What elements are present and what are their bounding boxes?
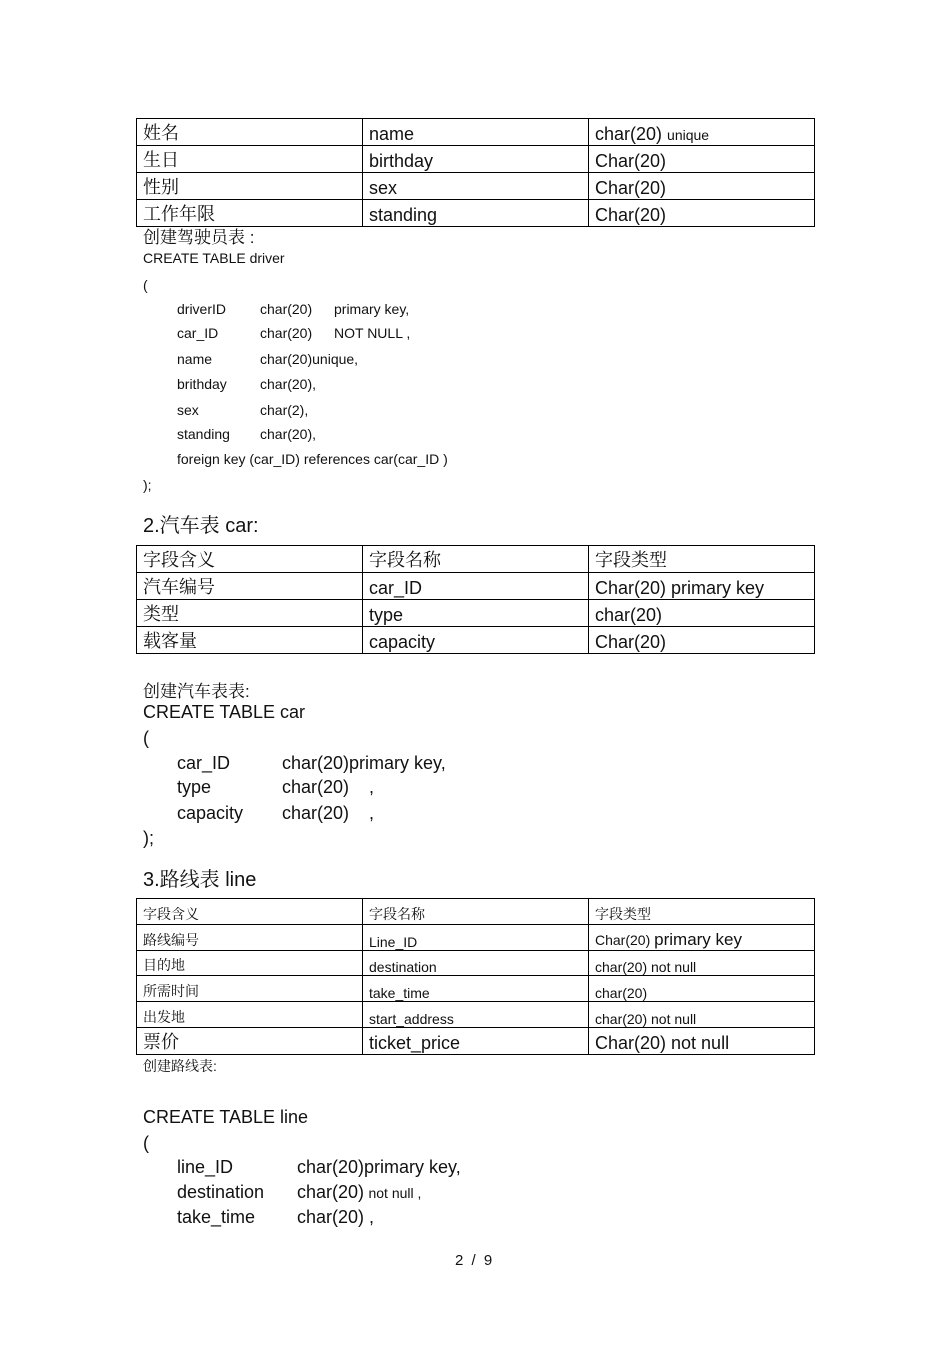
table-cell: take_time — [363, 976, 589, 1002]
type-text: Char(20) — [595, 932, 651, 948]
field-type: char(20) , — [282, 803, 375, 823]
table-cell: 汽车编号 — [137, 573, 363, 600]
field-name: car_ID — [177, 753, 231, 773]
table-cell: char(20) — [589, 976, 815, 1002]
table-cell: Char(20) — [589, 173, 815, 200]
unique-text: unique — [667, 127, 710, 143]
table-cell: 票价 — [137, 1028, 363, 1055]
table-cell: 生日 — [137, 146, 363, 173]
table-cell: birthday — [363, 146, 589, 173]
driver-heading: 创建驾驶员表 : — [143, 228, 255, 247]
field-name: destination — [177, 1182, 265, 1202]
table-cell: 类型 — [137, 600, 363, 627]
table-row — [137, 1028, 815, 1055]
table-cell: car_ID — [363, 573, 589, 600]
field-constraint: primary key, — [334, 301, 410, 317]
field-name: standing — [177, 426, 230, 442]
table-row — [137, 146, 815, 173]
table-row — [137, 976, 815, 1002]
table-header-row — [137, 546, 815, 573]
table-row — [137, 951, 815, 976]
table-cell: char(20) not null — [589, 951, 815, 976]
table-cell — [589, 925, 815, 951]
field-name: type — [177, 777, 212, 797]
table-cell: Char(20) — [589, 627, 815, 654]
foreign-key-line: foreign key (car_ID) references car(car_ID ) — [177, 451, 448, 467]
line-open-paren: ( — [143, 1133, 149, 1153]
table-cell: type — [363, 600, 589, 627]
table-cell: 性别 — [137, 173, 363, 200]
field-type-line — [297, 1182, 421, 1203]
line-heading: 创建路线表: — [143, 1058, 217, 1074]
driver-close-paren: ); — [143, 477, 152, 493]
field-type: char(20)primary key, — [282, 753, 446, 773]
table-cell: name — [363, 119, 589, 146]
table-cell: standing — [363, 200, 589, 227]
page-number: 2 / 9 — [455, 1252, 495, 1269]
car-fields-table — [136, 545, 815, 654]
field-name: capacity — [177, 803, 244, 823]
table-cell: Char(20) — [589, 146, 815, 173]
column-header: 字段含义 — [137, 899, 363, 925]
field-type: char(20) , — [297, 1207, 375, 1227]
field-type: char(2), — [260, 402, 309, 418]
table-row — [137, 573, 815, 600]
table-row — [137, 627, 815, 654]
table-cell: 工作年限 — [137, 200, 363, 227]
table-cell: 所需时间 — [137, 976, 363, 1002]
column-header: 字段类型 — [589, 546, 815, 573]
field-type: char(20) — [260, 301, 313, 317]
car-close-paren: ); — [143, 828, 154, 848]
table-cell: Line_ID — [363, 925, 589, 951]
field-name: driverID — [177, 301, 227, 317]
table-cell: ticket_price — [363, 1028, 589, 1055]
table-row — [137, 600, 815, 627]
column-header: 字段含义 — [137, 546, 363, 573]
field-type: char(20) — [297, 1182, 365, 1202]
type-text: char(20) — [595, 124, 663, 144]
person-fields-table — [136, 118, 815, 227]
driver-open-paren: ( — [143, 277, 148, 293]
table-cell: Char(20) — [589, 200, 815, 227]
field-name: brithday — [177, 376, 227, 392]
field-name: take_time — [177, 1207, 256, 1227]
field-type: char(20) — [260, 325, 313, 341]
table-header-row — [137, 899, 815, 925]
column-header: 字段名称 — [363, 546, 589, 573]
field-constraint: NOT NULL , — [334, 325, 411, 341]
field-name: car_ID — [177, 325, 219, 341]
table-cell: sex — [363, 173, 589, 200]
field-type: char(20) , — [282, 777, 375, 797]
car-heading: 创建汽车表表: — [143, 682, 250, 701]
field-name: sex — [177, 402, 199, 418]
table-row — [137, 119, 815, 146]
table-cell: Char(20) primary key — [589, 573, 815, 600]
field-constraint: not null , — [368, 1185, 422, 1201]
table-cell: 目的地 — [137, 951, 363, 976]
table-cell — [589, 119, 815, 146]
table-cell: 姓名 — [137, 119, 363, 146]
table-cell: char(20) — [589, 600, 815, 627]
car-open-paren: ( — [143, 728, 149, 748]
table-cell: char(20) not null — [589, 1002, 815, 1028]
table-cell: destination — [363, 951, 589, 976]
table-cell: 出发地 — [137, 1002, 363, 1028]
field-type: char(20), — [260, 426, 317, 442]
table-cell: Char(20) not null — [589, 1028, 815, 1055]
field-name: line_ID — [177, 1157, 234, 1177]
table-row — [137, 925, 815, 951]
line-section-title: 3.路线表 line — [143, 869, 257, 891]
column-header: 字段类型 — [589, 899, 815, 925]
constraint-text: primary key — [654, 930, 742, 949]
table-cell: 载客量 — [137, 627, 363, 654]
table-row — [137, 173, 815, 200]
field-type: char(20)unique, — [260, 351, 359, 367]
column-header: 字段名称 — [363, 899, 589, 925]
car-create-statement: CREATE TABLE car — [143, 702, 306, 722]
table-cell: capacity — [363, 627, 589, 654]
table-row — [137, 1002, 815, 1028]
line-fields-table — [136, 898, 815, 1055]
table-cell: 路线编号 — [137, 925, 363, 951]
field-name: name — [177, 351, 213, 367]
field-type: char(20)primary key, — [297, 1157, 461, 1177]
field-type: char(20), — [260, 376, 317, 392]
line-create-statement: CREATE TABLE line — [143, 1107, 309, 1127]
table-cell: start_address — [363, 1002, 589, 1028]
car-section-title: 2.汽车表 car: — [143, 515, 259, 537]
driver-create-statement: CREATE TABLE driver — [143, 250, 285, 266]
